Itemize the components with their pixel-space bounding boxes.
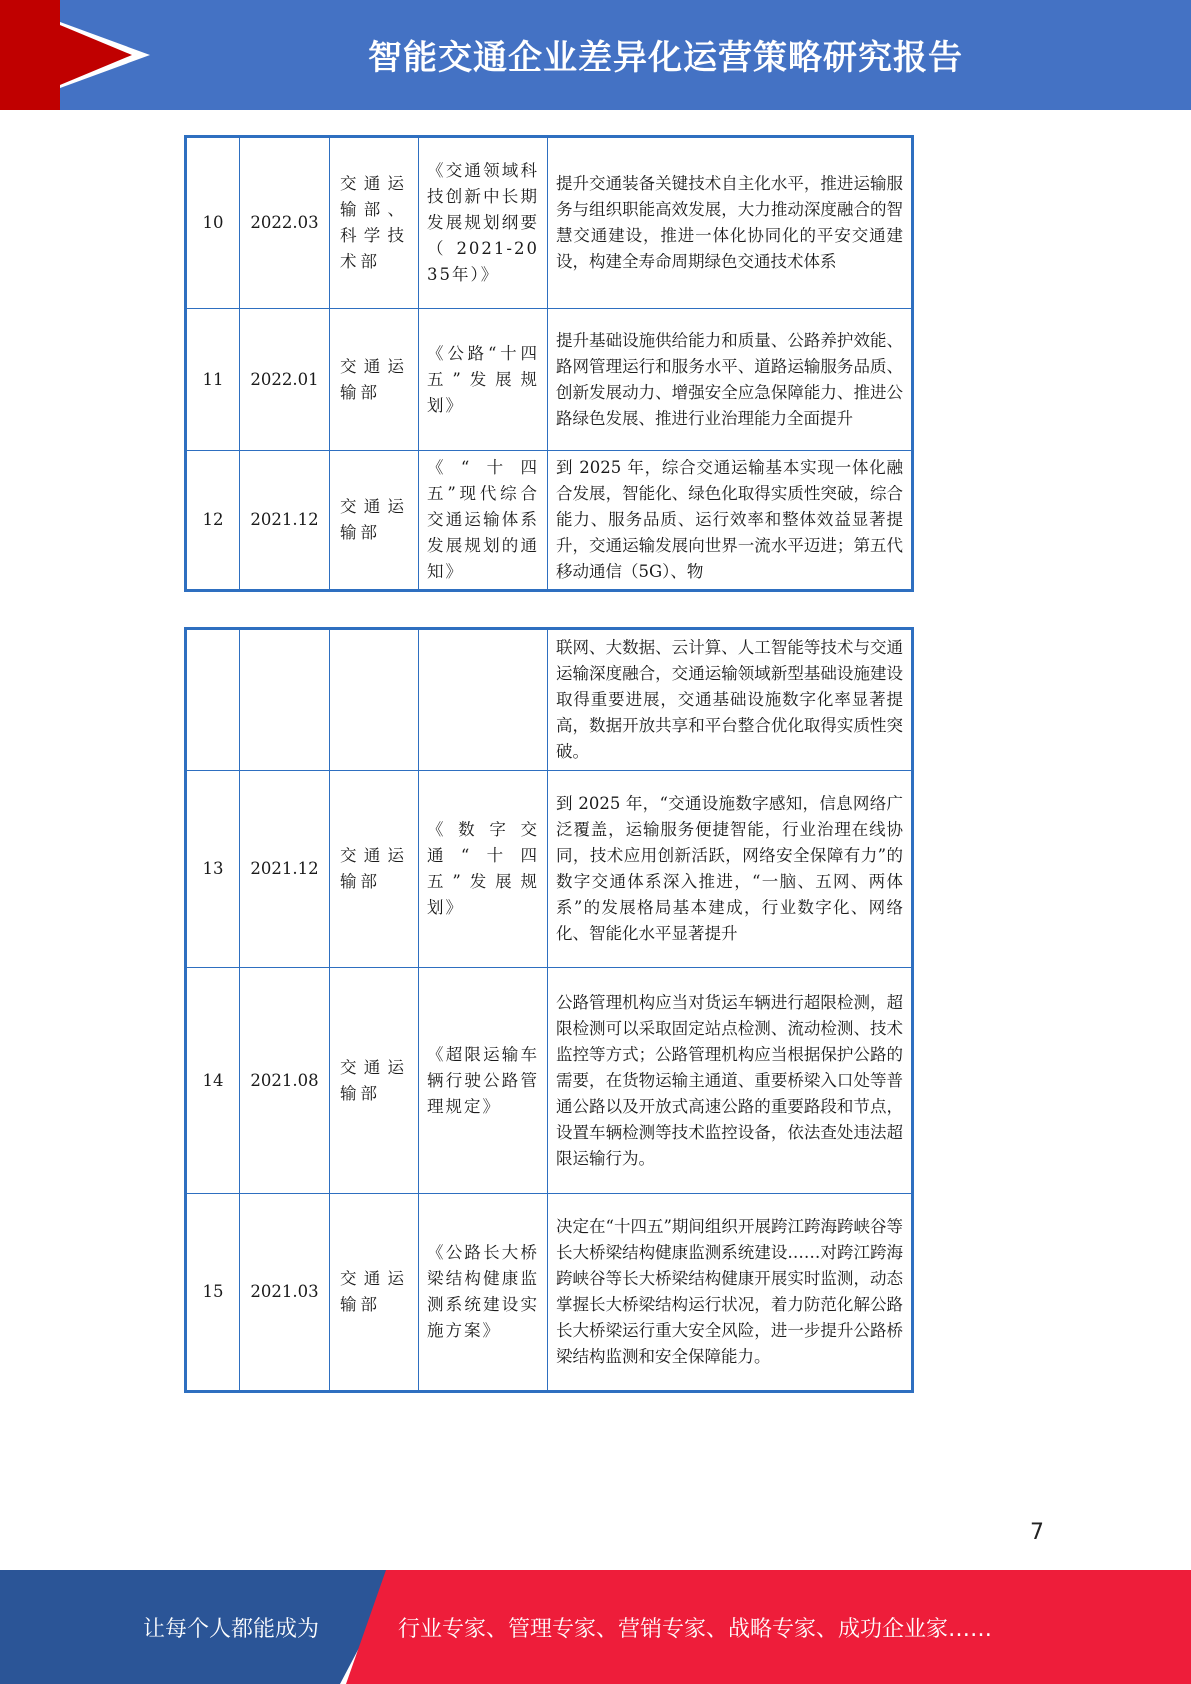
row-document-title: 《超限运输车辆行驶公路管理规定》 (419, 968, 548, 1194)
row-document-title (419, 629, 548, 771)
table-row (186, 451, 913, 591)
row-date: 2022.03 (240, 137, 330, 309)
report-title: 智能交通企业差异化运营策略研究报告 (368, 38, 963, 78)
footer-slogan-right: 行业专家、管理专家、营销专家、战略专家、成功企业家…… (398, 1617, 993, 1642)
row-document-title: 《数字交通“十四五”发展规划》 (419, 771, 548, 968)
row-department: 交通运输部 (330, 771, 419, 968)
row-description: 决定在“十四五”期间组织开展跨江跨海跨峡谷等长大桥梁结构健康监测系统建设……对跨江跨海跨峡谷等长大桥梁结构健康开展实时监测，动态掌握长大桥梁结构运行状况，着力防范化解公路长大桥梁运行重大安全风险，进一步提升公路桥梁结构监测和安全保障能力。 (548, 1194, 913, 1392)
row-document-title: 《公路长大桥梁结构健康监测系统建设实施方案》 (419, 1194, 548, 1392)
row-number (186, 629, 240, 771)
row-number: 10 (186, 137, 240, 309)
page-header (0, 0, 1191, 110)
table-row (186, 629, 913, 771)
policy-table-part-1 (184, 135, 914, 592)
footer-slogan-left: 让每个人都能成为 (143, 1617, 320, 1642)
row-document-title: 《“十四五”现代综合交通运输体系发展规划的通知》 (419, 451, 548, 591)
row-date: 2021.12 (240, 451, 330, 591)
row-description: 联网、大数据、云计算、人工智能等技术与交通运输深度融合，交通运输领域新型基础设施建设取得重要进展，交通基础设施数字化率显著提高，数据开放共享和平台整合优化取得实质性突破。 (548, 629, 913, 771)
row-description: 公路管理机构应当对货运车辆进行超限检测，超限检测可以采取固定站点检测、流动检测、技术监控等方式；公路管理机构应当根据保护公路的需要，在货物运输主通道、重要桥梁入口处等普通公路以及开放式高速公路的重要路段和节点，设置车辆检测等技术监控设备，依法查处违法超限运输行为。 (548, 968, 913, 1194)
row-number: 11 (186, 309, 240, 451)
row-department: 交通运输部、科学技术部 (330, 137, 419, 309)
row-description: 提升基础设施供给能力和质量、公路养护效能、路网管理运行和服务水平、道路运输服务品质、创新发展动力、增强安全应急保障能力、推进公路绿色发展、推进行业治理能力全面提升 (548, 309, 913, 451)
table-row (186, 1194, 913, 1392)
row-document-title: 《公路“十四五”发展规划》 (419, 309, 548, 451)
table-row (186, 968, 913, 1194)
row-document-title: 《交通领域科技创新中长期发展规划纲要（2021-2035年）》 (419, 137, 548, 309)
row-number: 13 (186, 771, 240, 968)
row-date: 2021.08 (240, 968, 330, 1194)
row-number: 14 (186, 968, 240, 1194)
policy-table-part-2 (184, 627, 914, 1393)
table-row (186, 309, 913, 451)
row-department: 交通运输部 (330, 451, 419, 591)
row-department (330, 629, 419, 771)
header-red-block (0, 0, 60, 110)
row-number: 15 (186, 1194, 240, 1392)
row-department: 交通运输部 (330, 309, 419, 451)
table-row (186, 771, 913, 968)
table-row (186, 137, 913, 309)
row-description: 提升交通装备关键技术自主化水平，推进运输服务与组织职能高效发展，大力推动深度融合的智慧交通建设，推进一体化协同化的平安交通建设，构建全寿命周期绿色交通技术体系 (548, 137, 913, 309)
row-description: 到 2025 年，综合交通运输基本实现一体化融合发展，智能化、绿色化取得实质性突破，综合能力、服务品质、运行效率和整体效益显著提升，交通运输发展向世界一流水平迈进；第五代移动通信（5G）、物 (548, 451, 913, 591)
row-number: 12 (186, 451, 240, 591)
page-number: 7 (1030, 1520, 1044, 1545)
row-department: 交通运输部 (330, 968, 419, 1194)
row-date: 2021.03 (240, 1194, 330, 1392)
row-description: 到 2025 年，“交通设施数字感知，信息网络广泛覆盖，运输服务便捷智能，行业治理在线协同，技术应用创新活跃，网络安全保障有力”的数字交通体系深入推进，“一脑、五网、两体系”的发展格局基本建成，行业数字化、网络化、智能化水平显著提升 (548, 771, 913, 968)
row-date: 2022.01 (240, 309, 330, 451)
row-date: 2021.12 (240, 771, 330, 968)
row-department: 交通运输部 (330, 1194, 419, 1392)
row-date (240, 629, 330, 771)
page-footer (0, 1570, 1191, 1684)
